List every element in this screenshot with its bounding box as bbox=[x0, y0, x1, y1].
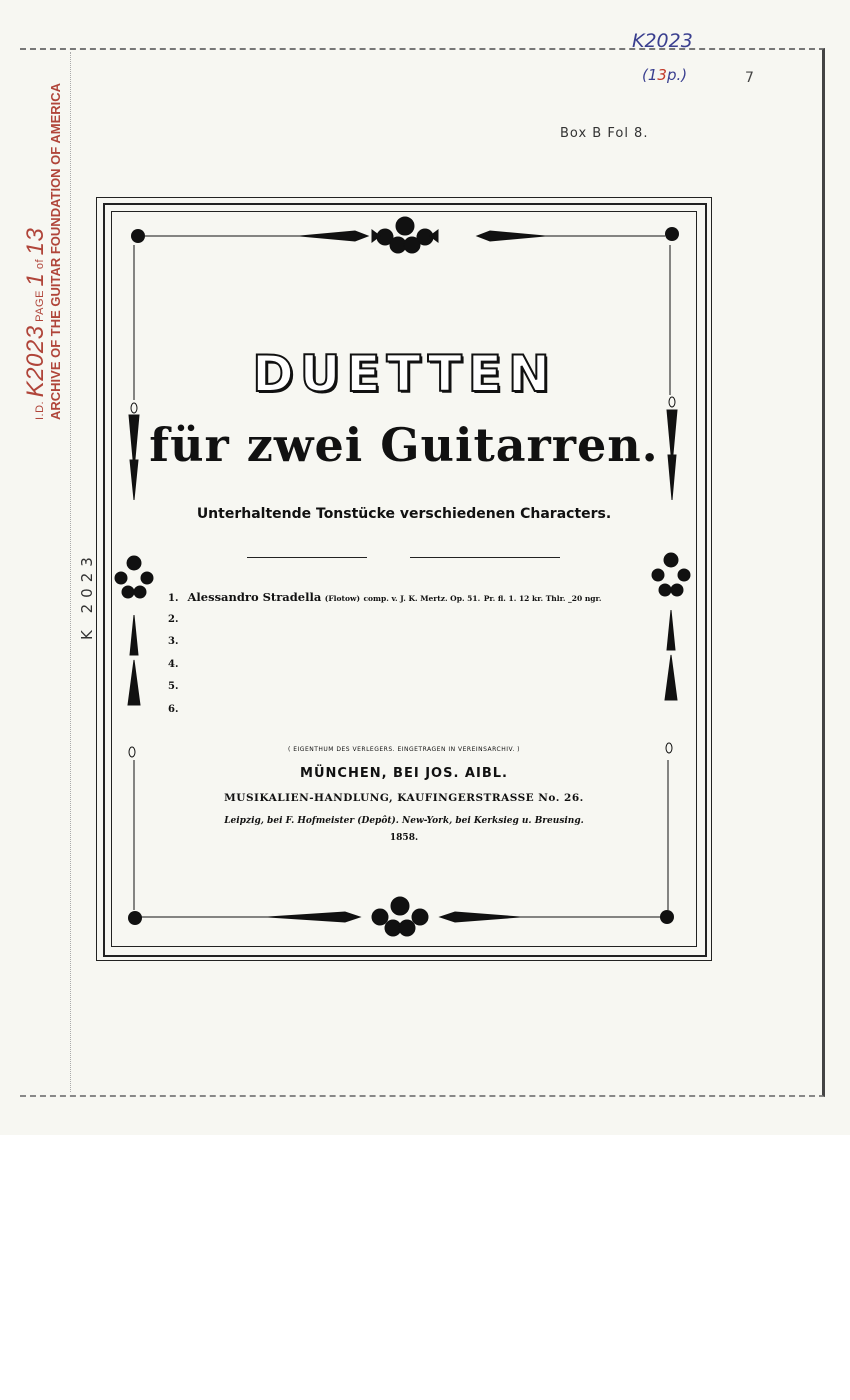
stamp-of-label: of bbox=[34, 258, 46, 270]
entry-number: 6. bbox=[168, 703, 179, 715]
entry-composer: comp. v. J. K. Mertz. Op. 51. bbox=[363, 594, 481, 603]
list-item bbox=[168, 609, 601, 632]
publisher-shop: MUSIKALIEN-HANDLUNG, KAUFINGERSTRASSE No. 26. bbox=[224, 792, 584, 804]
stamp-page-value: 1 bbox=[22, 272, 49, 287]
list-item bbox=[168, 631, 601, 654]
list-item bbox=[168, 676, 601, 699]
entry-piece: Alessandro Stradella bbox=[187, 590, 322, 604]
handwritten-box-reference: Box B Fol 8. bbox=[560, 126, 649, 141]
publisher-city: MÜNCHEN, BEI JOS. AIBL. bbox=[300, 766, 508, 781]
entry-number: 2. bbox=[168, 613, 179, 625]
rule-right bbox=[410, 557, 560, 558]
page-subtitle: für zwei Guitarren. bbox=[149, 418, 659, 472]
top-ornament bbox=[145, 217, 665, 253]
rule-left bbox=[247, 557, 367, 558]
publisher-agents: Leipzig, bei F. Hofmeister (Depôt). New-York, bei Kerksieg u. Breusing. bbox=[224, 816, 584, 826]
handwritten-catalog-number: K2023 bbox=[632, 30, 693, 52]
entry-price: Pr. fl. 1. 12 kr. Thlr. _20 ngr. bbox=[483, 594, 602, 603]
side-catalog-mark: K 2023 bbox=[78, 551, 96, 640]
page-title: DUETTEN bbox=[252, 345, 556, 403]
stamp-archive-name: ARCHIVE OF THE GUITAR FOUNDATION OF AMERICA bbox=[48, 82, 63, 420]
contents-list bbox=[168, 586, 601, 721]
entry-number: 1. bbox=[168, 593, 179, 604]
entry-note: (Flotow) bbox=[324, 594, 360, 603]
entry-number: 4. bbox=[168, 658, 179, 670]
list-item bbox=[168, 654, 601, 677]
stamp-id-label: I.D. bbox=[34, 400, 46, 420]
handwritten-page-count: (13p.) bbox=[642, 66, 688, 84]
handwritten-corner-mark: 7 bbox=[745, 70, 754, 86]
publication-year: 1858. bbox=[389, 833, 419, 843]
list-item bbox=[168, 586, 601, 609]
entry-number: 3. bbox=[168, 636, 179, 647]
copyright-note: ( EIGENTHUM DES VERLEGERS. EINGETRAGEN IN VEREINSARCHIV. ) bbox=[288, 746, 520, 753]
stamp-page-label: PAGE bbox=[34, 290, 46, 322]
tagline: Unterhaltende Tonstücke verschiedenen Characters. bbox=[196, 506, 612, 522]
stamp-of-value: 13 bbox=[22, 227, 49, 256]
list-item bbox=[168, 699, 601, 722]
stamp-id-value: K2023 bbox=[22, 325, 49, 398]
entry-number: 5. bbox=[168, 681, 179, 692]
bottom-ornament bbox=[138, 897, 662, 936]
